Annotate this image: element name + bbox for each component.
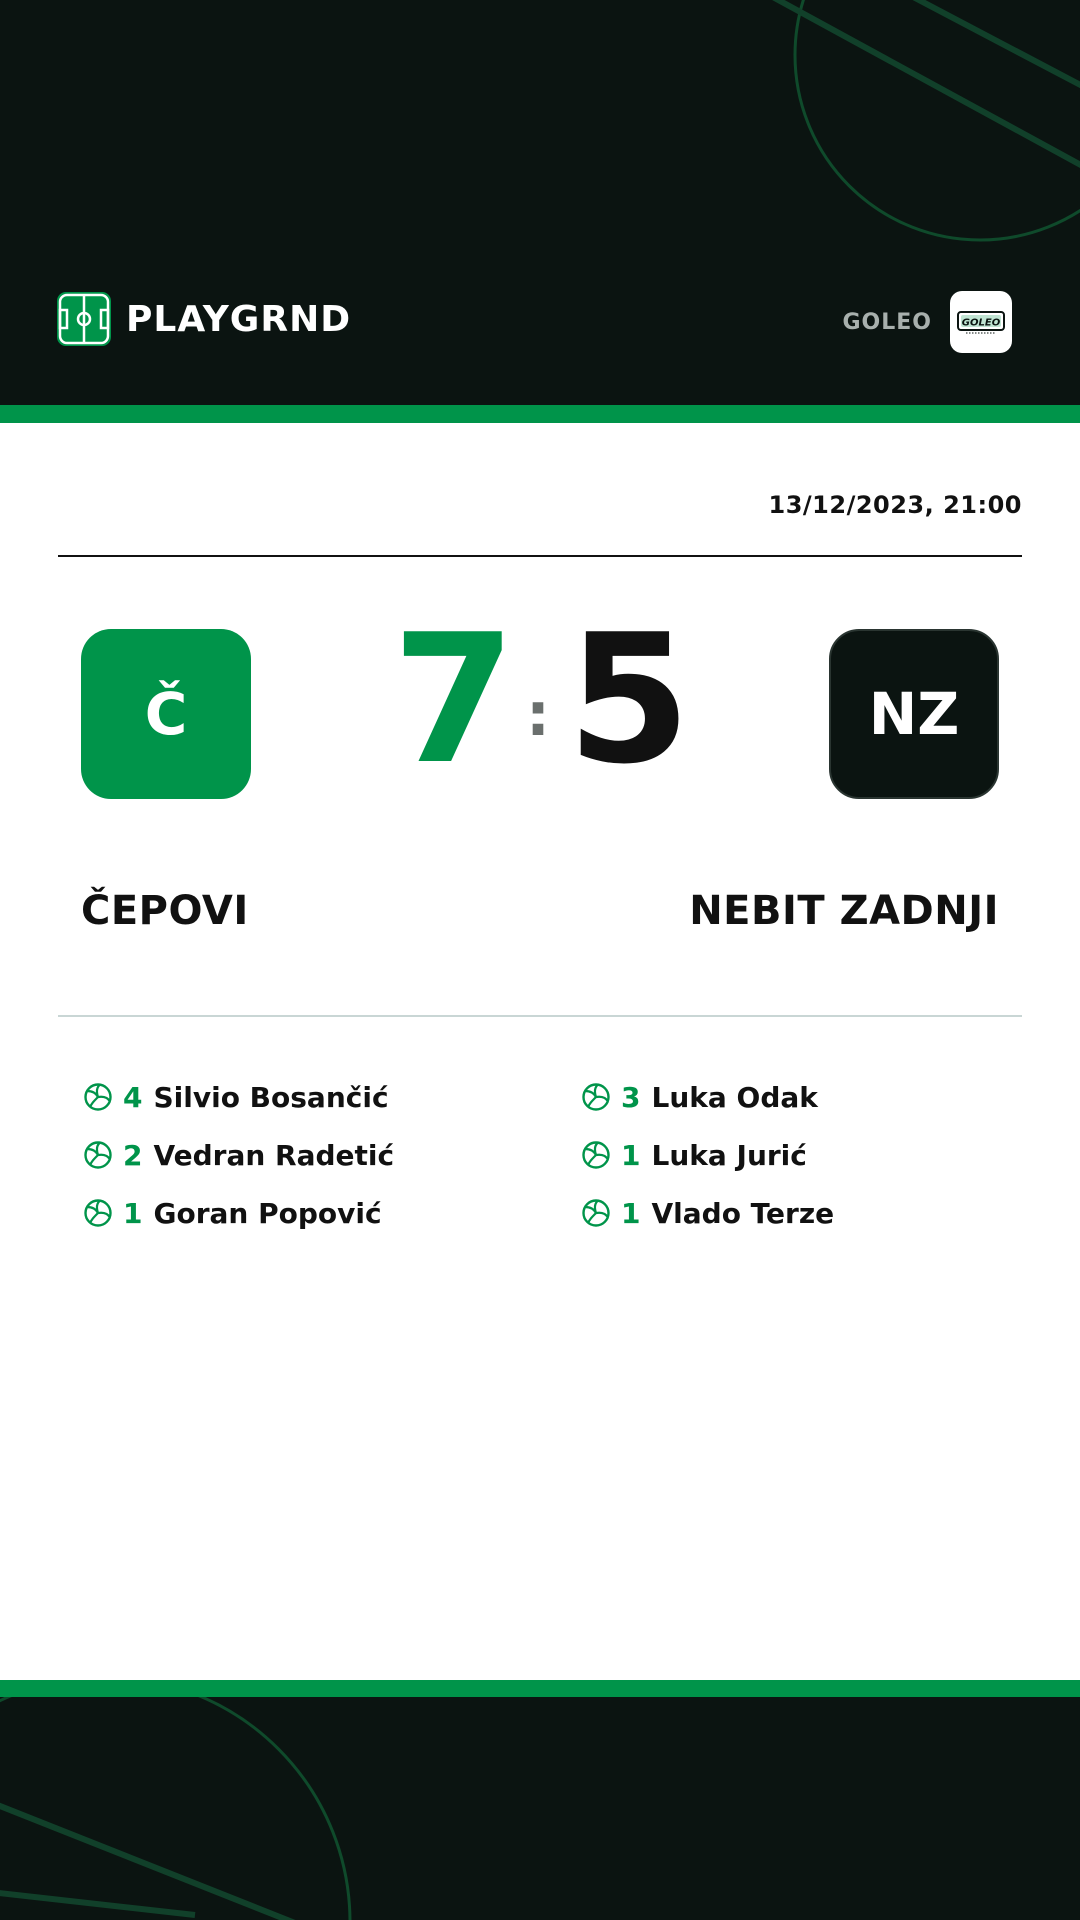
header — [0, 0, 1080, 405]
volleyball-icon — [581, 1198, 611, 1228]
goleo-logo — [950, 291, 1012, 353]
scorer-row — [581, 1068, 834, 1126]
away-team-badge: NZ — [829, 629, 999, 799]
volleyball-icon — [83, 1198, 113, 1228]
footer — [0, 1697, 1080, 1920]
scorer-goals: 4 — [123, 1080, 143, 1114]
partner — [842, 291, 1012, 353]
volleyball-icon — [83, 1082, 113, 1112]
partner-name: GOLEO — [842, 309, 932, 335]
brand-name: PLAYGRND — [126, 298, 352, 340]
goleo-logo-text: GOLEO — [961, 317, 1001, 329]
home-scorers-list — [83, 1068, 394, 1242]
divider — [58, 555, 1022, 557]
scorer-name: Luka Odak — [651, 1080, 818, 1114]
score-separator: : — [526, 680, 550, 750]
scorer-name: Silvio Bosančić — [153, 1080, 389, 1114]
football-pitch-icon — [57, 292, 111, 346]
header-accent-bar — [0, 405, 1080, 423]
footer-accent-bar — [0, 1680, 1080, 1698]
away-team-name: NEBIT ZADNJI — [689, 888, 999, 934]
pitch-lines-decoration — [0, 1697, 1080, 1920]
scorer-row — [581, 1184, 834, 1242]
home-team-name: ČEPOVI — [81, 888, 249, 934]
scorer-row — [83, 1184, 394, 1242]
scorer-name: Vedran Radetić — [153, 1138, 395, 1172]
scorer-goals: 1 — [123, 1196, 143, 1230]
scorer-goals: 1 — [621, 1196, 641, 1230]
home-team-badge: Č — [81, 629, 251, 799]
scorer-name: Vlado Terze — [651, 1196, 835, 1230]
volleyball-icon — [581, 1082, 611, 1112]
divider-light — [58, 1015, 1022, 1017]
scorer-row — [581, 1126, 834, 1184]
scorer-row — [83, 1068, 394, 1126]
volleyball-icon — [581, 1140, 611, 1170]
match-datetime: 13/12/2023, 21:00 — [768, 491, 1022, 519]
brand — [57, 291, 351, 347]
home-score: 7 — [392, 596, 516, 803]
scorer-goals: 3 — [621, 1080, 641, 1114]
away-score: 5 — [567, 596, 691, 803]
scorer-row — [83, 1126, 394, 1184]
scorer-goals: 2 — [123, 1138, 143, 1172]
volleyball-icon — [83, 1140, 113, 1170]
scorer-name: Luka Jurić — [651, 1138, 807, 1172]
away-scorers-list — [581, 1068, 834, 1242]
scorer-name: Goran Popović — [153, 1196, 382, 1230]
scorer-goals: 1 — [621, 1138, 641, 1172]
